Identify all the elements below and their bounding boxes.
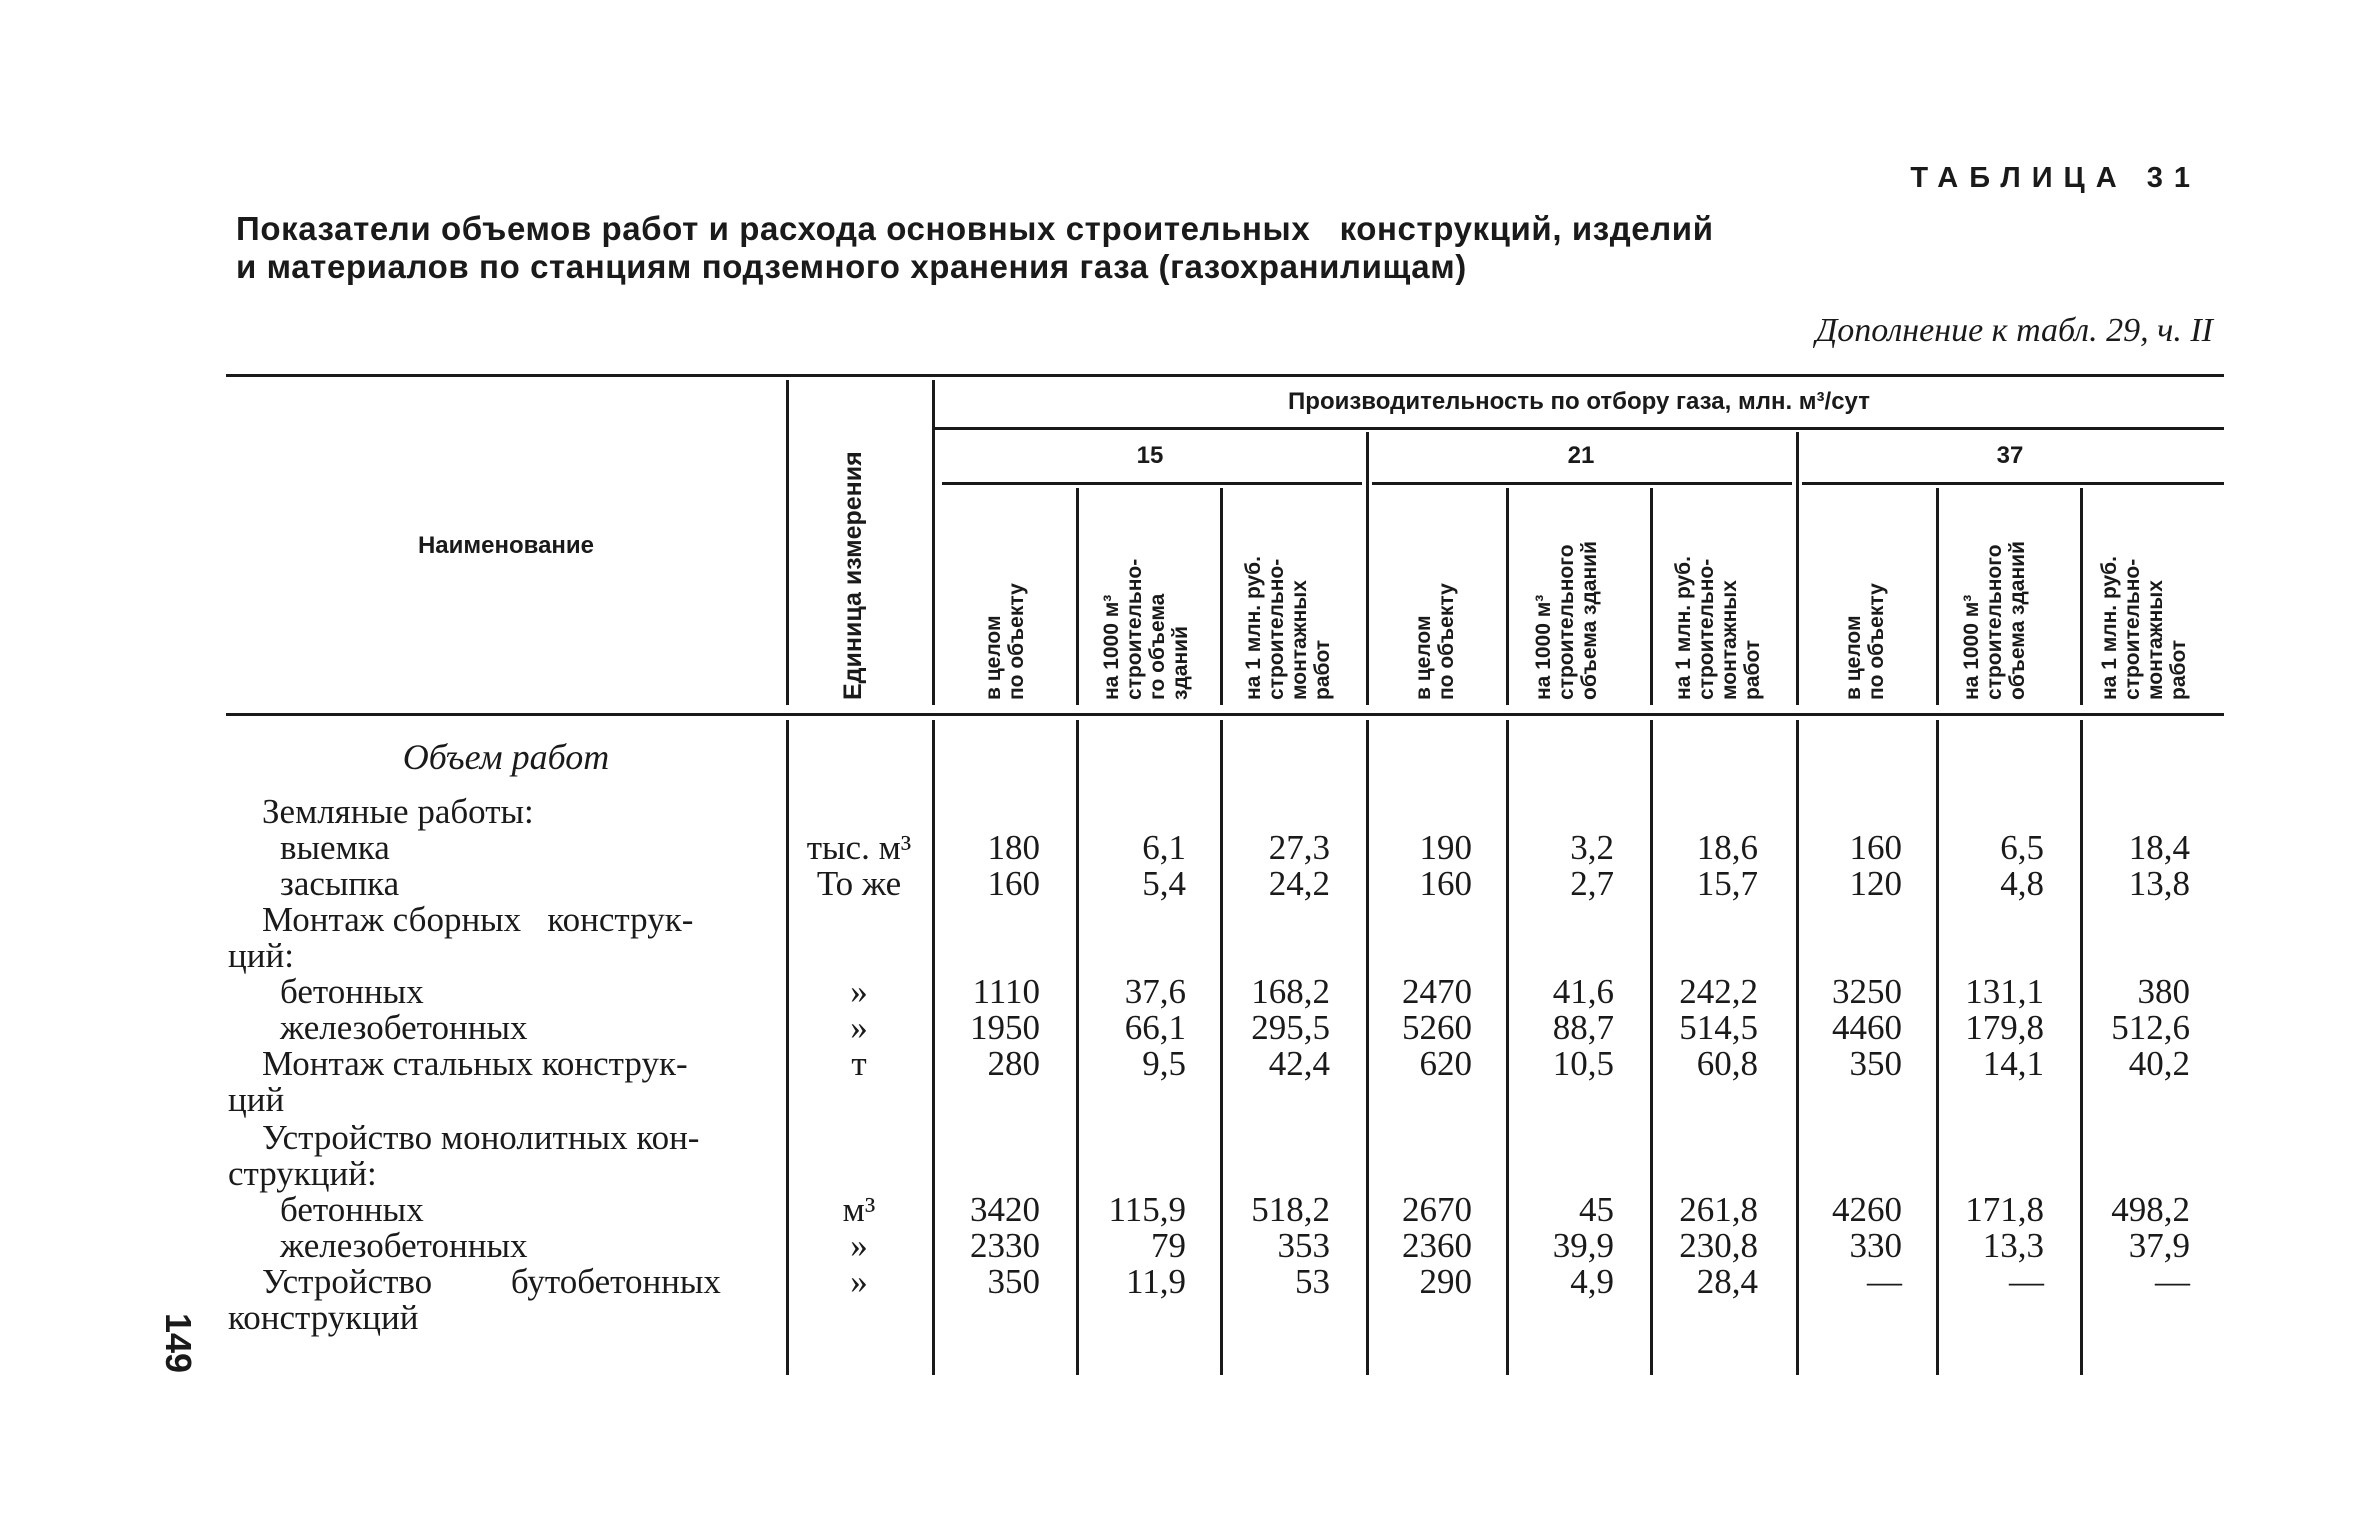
value-cell: 3250 <box>1832 972 1902 1011</box>
value-cell: 115,9 <box>1108 1190 1186 1229</box>
vrule-sub-5 <box>1936 488 1939 705</box>
header-bottom-rule <box>226 713 2224 716</box>
value-cell: 168,2 <box>1251 972 1330 1011</box>
value-cell: 353 <box>1277 1226 1330 1265</box>
unit-cell: » <box>850 1008 868 1047</box>
subheader-21-total: в целом по объекту <box>1412 583 1458 700</box>
value-cell: 280 <box>987 1044 1040 1083</box>
value-cell: 53 <box>1295 1262 1330 1301</box>
vrule-sub-2 <box>1220 488 1223 705</box>
value-cell: 4260 <box>1832 1190 1902 1229</box>
row-name-monolithic: Устройство монолитных кон- <box>262 1118 700 1157</box>
vrule-sub-1 <box>1076 488 1079 705</box>
value-cell: 10,5 <box>1552 1044 1614 1083</box>
value-cell: 79 <box>1151 1226 1186 1265</box>
value-cell: 330 <box>1849 1226 1902 1265</box>
value-cell: 160 <box>1849 828 1902 867</box>
vrule-unit-data <box>932 380 935 705</box>
page-number: 149 <box>158 1313 199 1374</box>
unit-cell: м³ <box>842 1190 876 1229</box>
subheader-37-per1000: на 1000 м³ строительного объема зданий <box>1960 541 2029 700</box>
value-cell: 18,4 <box>2128 828 2190 867</box>
row-name-steel-cont: ций <box>228 1080 285 1119</box>
value-cell: 66,1 <box>1124 1008 1186 1047</box>
value-cell: 160 <box>1419 864 1472 903</box>
value-cell: 2470 <box>1402 972 1472 1011</box>
row-name-prefab-cont: ций: <box>228 936 294 975</box>
value-cell: 13,3 <box>1982 1226 2044 1265</box>
vrule-sub-6 <box>2080 488 2083 705</box>
value-cell: 190 <box>1419 828 1472 867</box>
value-cell: 37,6 <box>1124 972 1186 1011</box>
subheader-15-per1000: на 1000 м³ строительно- го объема зданий <box>1100 558 1192 700</box>
value-cell: 498,2 <box>2111 1190 2190 1229</box>
value-cell: 180 <box>987 828 1040 867</box>
value-cell: 40,2 <box>2128 1044 2190 1083</box>
value-cell: 37,9 <box>2128 1226 2190 1265</box>
column-header-name: Наименование <box>417 532 595 559</box>
row-name-dig: выемка <box>280 828 390 867</box>
vrule-sub-4 <box>1650 488 1653 705</box>
groups-rule-37 <box>1802 482 2224 485</box>
value-cell: — <box>2155 1262 2190 1301</box>
value-cell: 242,2 <box>1679 972 1758 1011</box>
value-cell: 2670 <box>1402 1190 1472 1229</box>
value-cell: 42,4 <box>1268 1044 1330 1083</box>
value-cell: 39,9 <box>1552 1226 1614 1265</box>
value-cell: 3,2 <box>1570 828 1614 867</box>
value-cell: 9,5 <box>1142 1044 1186 1083</box>
groups-rule-15 <box>942 482 1362 485</box>
row-name-concrete-mono: бетонных <box>280 1190 424 1229</box>
value-cell: 131,1 <box>1965 972 2044 1011</box>
table-number: ТАБЛИЦА 31 <box>1910 162 2201 194</box>
vrule-sub-3 <box>1506 488 1509 705</box>
vrule-group-15-21 <box>1366 432 1369 705</box>
subheader-21-permln: на 1 млн. руб. строительно- монтажных работ <box>1672 556 1764 700</box>
value-cell: 295,5 <box>1251 1008 1330 1047</box>
vrule-name-unit <box>786 380 789 705</box>
value-cell: 2360 <box>1402 1226 1472 1265</box>
row-name-reinforced-prefab: железобетонных <box>280 1008 528 1047</box>
value-cell: — <box>2009 1262 2044 1301</box>
subheader-37-permln: на 1 млн. руб. строительно- монтажных работ <box>2098 556 2190 700</box>
value-cell: 350 <box>987 1262 1040 1301</box>
row-name-rubble-cont: конструкций <box>228 1298 419 1337</box>
row-name-reinforced-mono: железобетонных <box>280 1226 528 1265</box>
subheader-15-permln: на 1 млн. руб. строительно- монтажных работ <box>1242 556 1334 700</box>
value-cell: 2,7 <box>1570 864 1614 903</box>
value-cell: 60,8 <box>1696 1044 1758 1083</box>
column-header-unit: Единица измерения <box>839 451 867 700</box>
value-cell: 160 <box>987 864 1040 903</box>
row-name-monolithic-cont: струкций: <box>228 1154 377 1193</box>
row-name-fill: засыпка <box>280 864 400 903</box>
value-cell: 4,8 <box>2000 864 2044 903</box>
section-title: Объем работ <box>402 737 610 777</box>
supplement-note: Дополнение к табл. 29, ч. II <box>1815 312 2213 349</box>
value-cell: 350 <box>1849 1044 1902 1083</box>
value-cell: 230,8 <box>1679 1226 1758 1265</box>
table-top-rule <box>226 374 2224 377</box>
group-header-37: 37 <box>1996 442 2024 469</box>
value-cell: 13,8 <box>2128 864 2190 903</box>
unit-cell: т <box>851 1044 867 1083</box>
row-name-rubble: Устройство бутобетонных <box>262 1262 721 1301</box>
value-cell: 4,9 <box>1570 1262 1614 1301</box>
value-cell: 171,8 <box>1965 1190 2044 1229</box>
value-cell: 1950 <box>970 1008 1040 1047</box>
value-cell: 14,1 <box>1982 1044 2044 1083</box>
unit-cell: тыс. м³ <box>806 828 912 867</box>
value-cell: 120 <box>1849 864 1902 903</box>
unit-cell: » <box>850 1226 868 1265</box>
vrule-group-21-37 <box>1796 432 1799 705</box>
value-cell: 5,4 <box>1142 864 1186 903</box>
value-cell: 6,1 <box>1142 828 1186 867</box>
group-header-15: 15 <box>1136 442 1164 469</box>
column-header-productivity: Производительность по отбору газа, млн. м³/сут <box>1288 388 1870 415</box>
value-cell: 5260 <box>1402 1008 1472 1047</box>
value-cell: 28,4 <box>1696 1262 1758 1301</box>
value-cell: 290 <box>1419 1262 1472 1301</box>
value-cell: — <box>1867 1262 1902 1301</box>
row-name-steel: Монтаж стальных конструк- <box>262 1044 688 1083</box>
value-cell: 1110 <box>972 972 1040 1011</box>
vrule-body-1 <box>786 720 789 1375</box>
value-cell: 18,6 <box>1696 828 1758 867</box>
value-cell: 41,6 <box>1552 972 1614 1011</box>
row-name-earthworks: Земляные работы: <box>262 792 534 831</box>
row-name-prefab: Монтаж сборных конструк- <box>262 900 694 939</box>
group-header-21: 21 <box>1567 442 1595 469</box>
value-cell: 15,7 <box>1696 864 1758 903</box>
subheader-37-total: в целом по объекту <box>1842 583 1888 700</box>
subheader-21-per1000: на 1000 м³ строительного объема зданий <box>1532 541 1601 700</box>
groups-rule-21 <box>1372 482 1792 485</box>
unit-cell: То же <box>816 864 902 903</box>
value-cell: 514,5 <box>1679 1008 1758 1047</box>
value-cell: 6,5 <box>2000 828 2044 867</box>
productivity-rule <box>934 427 2224 430</box>
row-name-concrete-prefab: бетонных <box>280 972 424 1011</box>
table-title <box>236 210 1736 286</box>
value-cell: 88,7 <box>1552 1008 1614 1047</box>
value-cell: 380 <box>2137 972 2190 1011</box>
value-cell: 3420 <box>970 1190 1040 1229</box>
value-cell: 11,9 <box>1126 1262 1186 1301</box>
value-cell: 27,3 <box>1268 828 1330 867</box>
value-cell: 512,6 <box>2111 1008 2190 1047</box>
unit-cell: » <box>850 1262 868 1301</box>
value-cell: 2330 <box>970 1226 1040 1265</box>
value-cell: 620 <box>1419 1044 1472 1083</box>
subheader-15-total: в целом по объекту <box>982 583 1028 700</box>
value-cell: 24,2 <box>1268 864 1330 903</box>
title-line-1: Показатели объемов работ и расхода основных строительных конструкций, изделий <box>236 210 1714 247</box>
value-cell: 179,8 <box>1965 1008 2044 1047</box>
value-cell: 45 <box>1579 1190 1614 1229</box>
value-cell: 261,8 <box>1679 1190 1758 1229</box>
value-cell: 4460 <box>1832 1008 1902 1047</box>
value-cell: 518,2 <box>1251 1190 1330 1229</box>
unit-cell: » <box>850 972 868 1011</box>
title-line-2: и материалов по станциям подземного хранения газа (газохранилищам) <box>236 248 1467 285</box>
